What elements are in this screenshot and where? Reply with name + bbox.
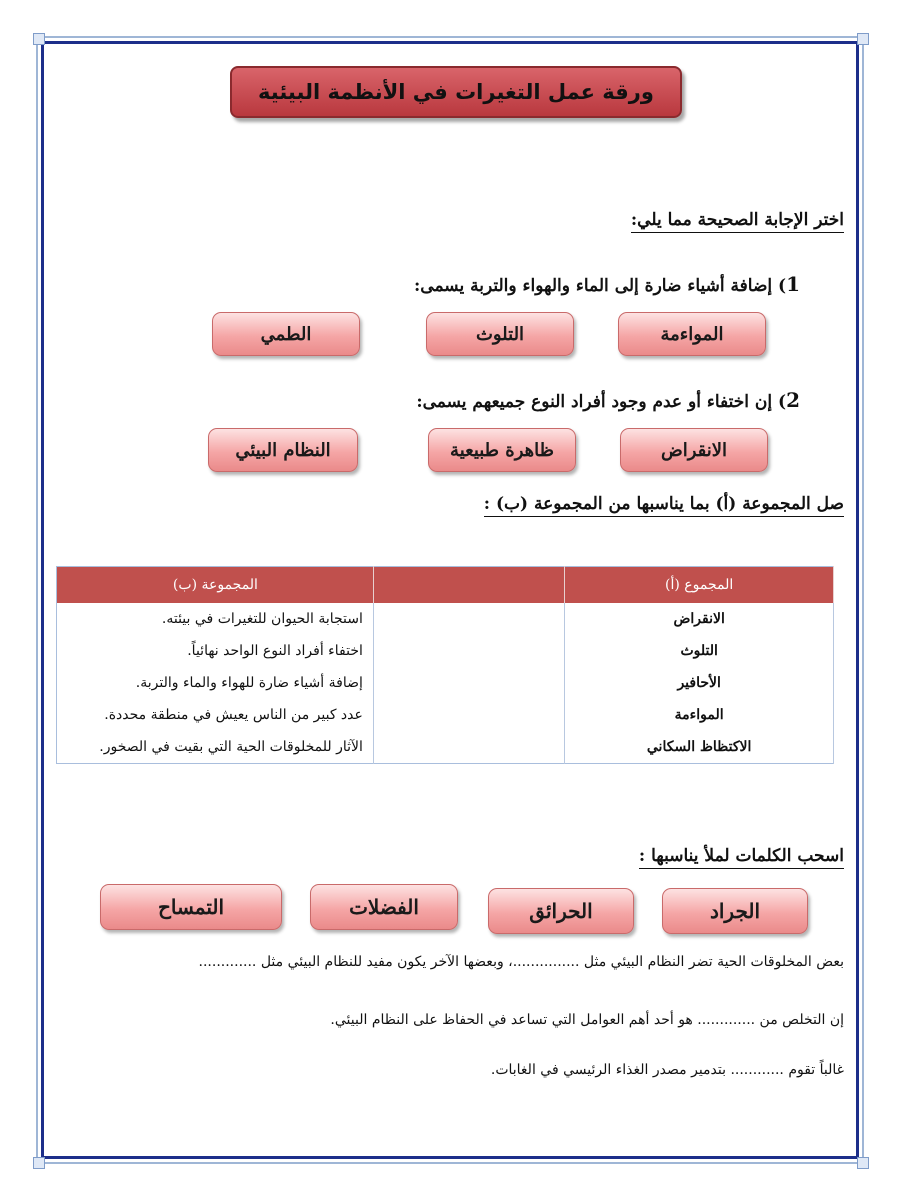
matching-table (56, 566, 834, 764)
option-button[interactable]: التلوث (426, 312, 574, 356)
option-button[interactable]: الطمي (212, 312, 360, 356)
question-number: 1 (786, 272, 800, 296)
group-a-item[interactable]: التلوث (565, 635, 834, 667)
question-text: إن اختفاء أو عدم وجود أفراد النوع جميعهم يسمى: (416, 392, 773, 412)
match-space (373, 603, 564, 635)
group-a-item[interactable]: الأحافير (565, 667, 834, 699)
group-b-item[interactable]: عدد كبير من الناس يعيش في منطقة محددة. (57, 699, 374, 731)
question-number: 2 (786, 388, 800, 412)
group-a-item[interactable]: المواءمة (565, 699, 834, 731)
corner-ornament (33, 33, 45, 45)
match-space (373, 635, 564, 667)
group-b-item[interactable]: الآثار للمخلوقات الحية التي بقيت في الصخور. (57, 731, 374, 764)
option-button[interactable]: النظام البيئي (208, 428, 358, 472)
fill-sentence: غالباً تقوم ............ بتدمير مصدر الغذاء الرئيسي في الغابات. (490, 1062, 844, 1078)
column-header-b: المجموعة (ب) (57, 567, 374, 604)
corner-ornament (857, 33, 869, 45)
column-header-a: المجموع (أ) (565, 567, 834, 604)
group-a-item[interactable]: الانقراض (565, 603, 834, 635)
drag-word[interactable]: التمساح (100, 884, 282, 930)
option-button[interactable]: المواءمة (618, 312, 766, 356)
fill-sentence: إن التخلص من ............. هو أحد أهم العوامل التي تساعد في الحفاظ على النظام البيئي. (330, 1012, 844, 1028)
fill-sentence: بعض المخلوقات الحية تضر النظام البيئي مثل ...............، وبعضها الآخر يكون مفيد للنظام البيئي مثل ............. (198, 954, 844, 970)
section2-heading: صل المجموعة (أ) بما يناسبها من المجموعة (ب) : (484, 494, 844, 517)
question-text: إضافة أشياء ضارة إلى الماء والهواء والتربة يسمى: (414, 276, 773, 296)
section1-heading: اختر الإجابة الصحيحة مما يلي: (631, 210, 844, 233)
corner-ornament (33, 1157, 45, 1169)
column-header-blank (373, 567, 564, 604)
option-button[interactable]: الانقراض (620, 428, 768, 472)
group-b-item[interactable]: استجابة الحيوان للتغيرات في بيئته. (57, 603, 374, 635)
drag-word[interactable]: الجراد (662, 888, 808, 934)
table-row (57, 635, 834, 667)
question-2: 2) إن اختفاء أو عدم وجود أفراد النوع جميعهم يسمى: (416, 388, 800, 412)
table-row (57, 731, 834, 764)
group-b-item[interactable]: اختفاء أفراد النوع الواحد نهائياً. (57, 635, 374, 667)
drag-word[interactable]: الحرائق (488, 888, 634, 934)
section3-heading: اسحب الكلمات لملأ يناسبها : (639, 846, 844, 869)
table-row (57, 603, 834, 635)
table-row (57, 699, 834, 731)
corner-ornament (857, 1157, 869, 1169)
group-a-item[interactable]: الاكتظاظ السكاني (565, 731, 834, 764)
match-space (373, 699, 564, 731)
question-1: 1) إضافة أشياء ضارة إلى الماء والهواء والتربة يسمى: (414, 272, 800, 296)
option-button[interactable]: ظاهرة طبيعية (428, 428, 576, 472)
match-space (373, 731, 564, 764)
worksheet-title: ورقة عمل التغيرات في الأنظمة البيئية (230, 66, 682, 118)
drag-word[interactable]: الفضلات (310, 884, 458, 930)
match-space (373, 667, 564, 699)
table-row (57, 667, 834, 699)
group-b-item[interactable]: إضافة أشياء ضارة للهواء والماء والتربة. (57, 667, 374, 699)
